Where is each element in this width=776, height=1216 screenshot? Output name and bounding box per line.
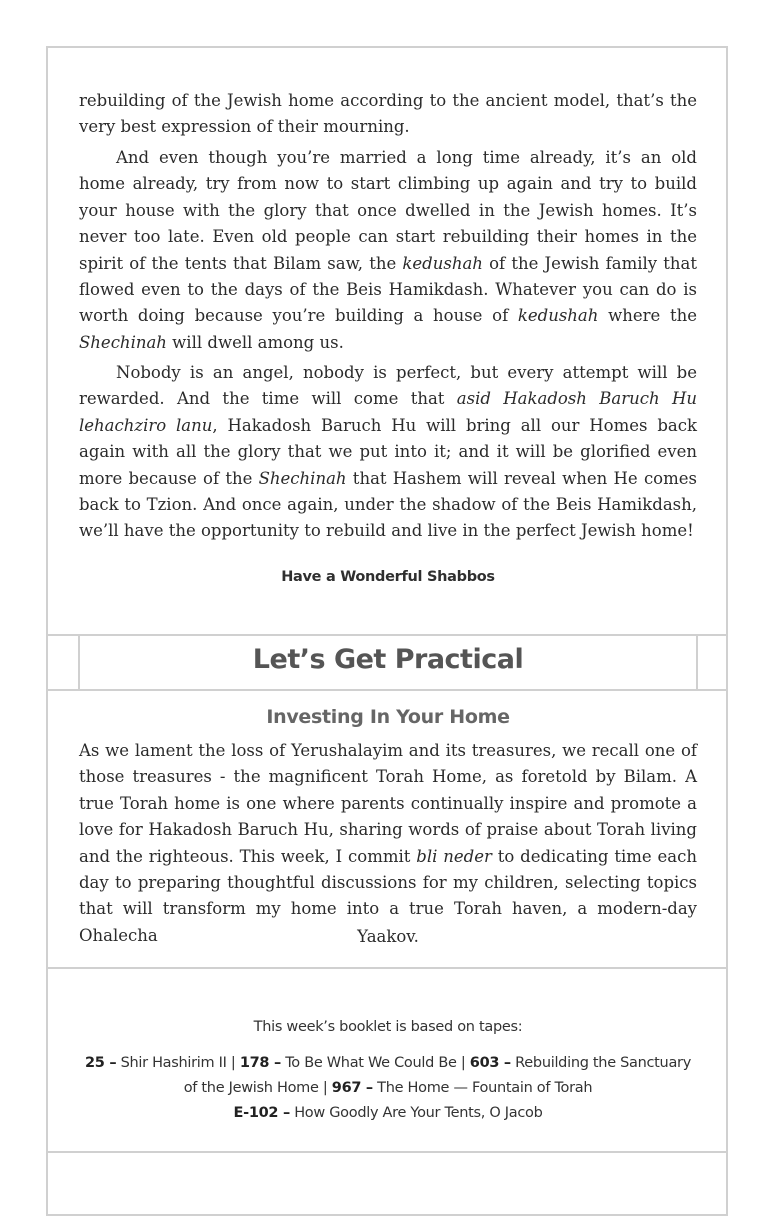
- paragraph-nobody-perfect: Nobody is an angel, nobody is perfect, but every attempt will be rewarded. And the time will come that asid Hakadosh Baruch Hu lehachziro lanu, Hakadosh Baruch Hu will bring all our Homes back again with all the glory that we put into it; and it will be glorified even more because of the Shechinah that Hashem will reveal when He comes back to Tzion. And once again, under the shadow of the Beis Hamikdash, we’ll have the opportunity to rebuild and live in the perfect Jewish home!: [79, 363, 697, 541]
- divider: [46, 1151, 728, 1153]
- section-subtitle: Investing In Your Home: [266, 706, 510, 728]
- shechinah-term: Shechinah: [258, 468, 347, 488]
- asid-phrase: asid Hakadosh Baruch Hu lehachziro lanu: [79, 389, 697, 435]
- tape-title: The Home — Fountain of Torah: [372, 1080, 593, 1096]
- divider: [46, 689, 728, 691]
- paragraph-investing: As we lament the loss of Yerushalayim and its treasures, we recall one of those treasures - the magnificent Torah Home, as foretold by Bilam. A true Torah home is one where parents continually inspire and promote a love for Hakadosh Baruch Hu, sharing words of praise about Torah living and the righteous. This week, I commit bli neder to dedicating time each day to preparing thoughtful discussions for my children, selecting topics that will transform my home into a true Torah haven, a modern-day Ohalecha: [79, 741, 697, 945]
- bli-neder-term: bli neder: [416, 846, 492, 866]
- paragraph-old-home: And even though you’re married a long time already, it’s an old home already, try from now to start climbing up again and try to build your house with the glory that once dwelled in the Jewish homes. It’s never too late. Even old people can start rebuilding their homes in the spirit of the tents that Bilam saw, the kedushah of the Jewish family that flowed even to the days of the Beis Hamikdash. Whatever you can do is worth doing because you’re building a house of kedushah where the Shechinah will dwell among us.: [79, 148, 698, 352]
- paragraph-investing-last-line: Yaakov.: [357, 927, 419, 946]
- closing-greeting: Have a Wonderful Shabbos: [281, 569, 495, 585]
- tape-number: 967 –: [331, 1080, 373, 1096]
- tape-number: 25 –: [85, 1055, 117, 1071]
- tape-number: E-102 –: [233, 1105, 290, 1121]
- kedushah-term: kedushah: [517, 306, 599, 326]
- kedushah-term: kedushah: [402, 253, 483, 273]
- shechinah-term: Shechinah: [79, 332, 167, 352]
- tapes-intro: This week’s booklet is based on tapes:: [253, 1019, 523, 1035]
- tape-number: 178 –: [239, 1055, 281, 1071]
- tape-title: How Goodly Are Your Tents, O Jacob: [289, 1105, 543, 1121]
- divider: [46, 634, 728, 636]
- paragraph-intro-continued: rebuilding of the Jewish home according to the ancient model, that’s the very best expression of their mourning.: [79, 91, 697, 137]
- tape-title: Rebuilding the Sanctuary of the Jewish Home |: [183, 1055, 691, 1096]
- tape-number: 603 –: [469, 1055, 511, 1071]
- tapes-list: [79, 1051, 697, 1126]
- section-title: Let’s Get Practical: [252, 644, 524, 675]
- tape-title: Shir Hashirim II |: [116, 1055, 240, 1071]
- tape-title: To Be What We Could Be |: [280, 1055, 470, 1071]
- divider: [46, 967, 728, 969]
